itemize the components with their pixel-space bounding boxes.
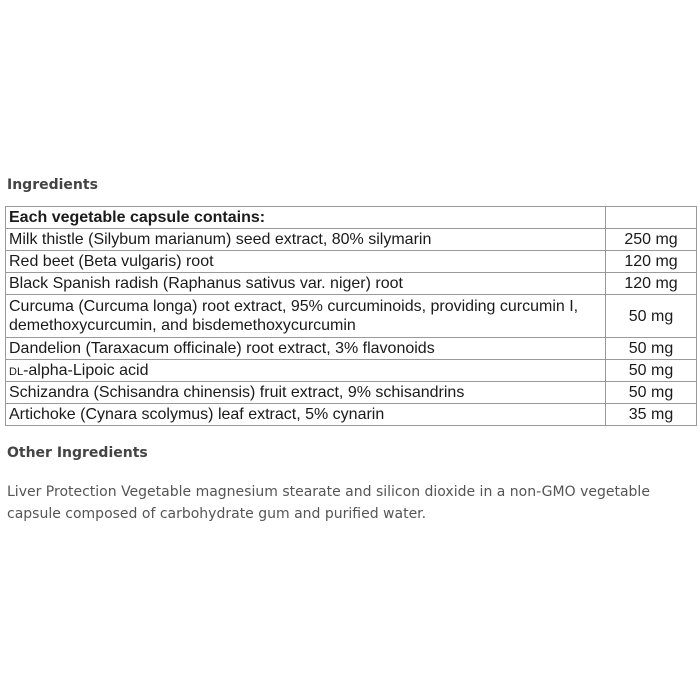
table-row	[6, 251, 697, 273]
ingredient-name	[6, 360, 606, 382]
ingredient-amount: 120 mg	[606, 273, 697, 295]
table-header-amount	[606, 207, 697, 229]
ingredient-amount: 35 mg	[606, 404, 697, 426]
table-row	[6, 273, 697, 295]
ingredient-name: Curcuma (Curcuma longa) root extract, 95% curcuminoids, providing curcumin I, demethoxycurcumin, and bisdemethoxycurcumin	[6, 295, 606, 338]
ingredients-heading: Ingredients	[7, 177, 98, 193]
table-row	[6, 382, 697, 404]
ingredient-amount: 250 mg	[606, 229, 697, 251]
ingredient-name: Dandelion (Taraxacum officinale) root extract, 3% flavonoids	[6, 338, 606, 360]
ingredient-name: Schizandra (Schisandra chinensis) fruit extract, 9% schisandrins	[6, 382, 606, 404]
table-row	[6, 295, 697, 338]
table-row	[6, 338, 697, 360]
other-ingredients-text: Liver Protection Vegetable magnesium stearate and silicon dioxide in a non-GMO vegetable capsule composed of carbohydrate gum and purified water.	[7, 484, 650, 522]
other-ingredients-heading: Other Ingredients	[7, 445, 148, 461]
table-row	[6, 229, 697, 251]
ingredient-name: Artichoke (Cynara scolymus) leaf extract, 5% cynarin	[6, 404, 606, 426]
ingredient-amount: 50 mg	[606, 382, 697, 404]
ingredient-name: Black Spanish radish (Raphanus sativus var. niger) root	[6, 273, 606, 295]
ingredient-name: Red beet (Beta vulgaris) root	[6, 251, 606, 273]
ingredient-name: Milk thistle (Silybum marianum) seed extract, 80% silymarin	[6, 229, 606, 251]
ingredient-name-rest: -alpha-Lipoic acid	[23, 362, 149, 379]
table-header-row	[6, 207, 697, 229]
table-row	[6, 360, 697, 382]
ingredient-amount: 50 mg	[606, 360, 697, 382]
table-row	[6, 404, 697, 426]
table-header-label: Each vegetable capsule contains:	[6, 207, 606, 229]
ingredient-amount: 120 mg	[606, 251, 697, 273]
ingredient-amount: 50 mg	[606, 295, 697, 338]
ingredient-amount: 50 mg	[606, 338, 697, 360]
ingredients-table	[5, 206, 697, 426]
ingredient-name-prefix: dl	[9, 362, 24, 379]
